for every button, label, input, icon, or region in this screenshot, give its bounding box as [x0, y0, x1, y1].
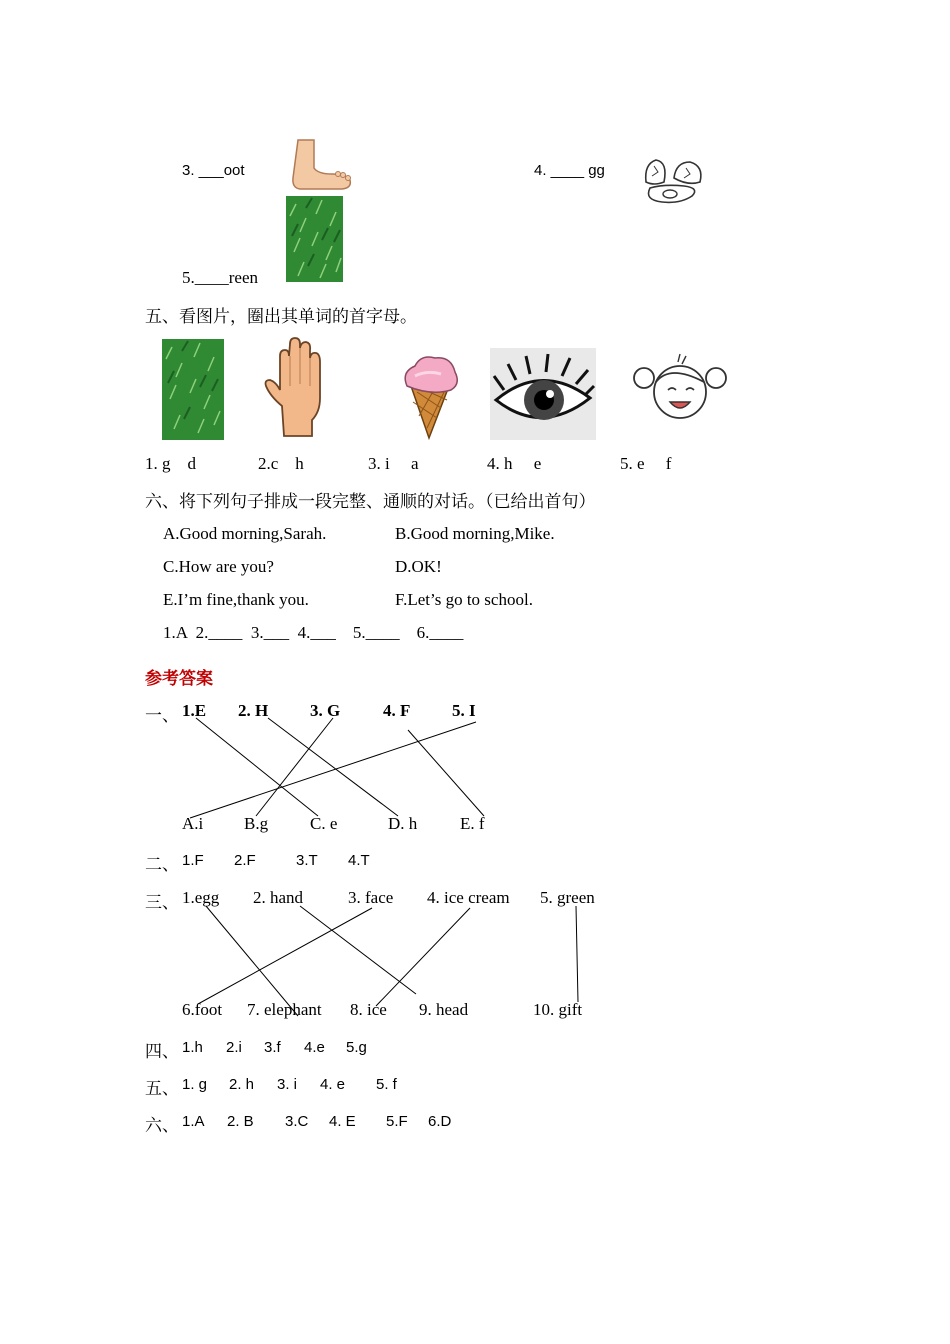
answer-4-label: 四、 — [145, 1042, 179, 1062]
a3-bottom-2: 7. elephant — [247, 1000, 322, 1019]
a4-item-5: 5.g — [346, 1039, 367, 1056]
a6-item-1: 1.A — [182, 1113, 205, 1130]
a6-item-5: 5.F — [386, 1113, 408, 1130]
a6-item-2: 2. B — [227, 1113, 254, 1130]
a5-item-5: 5. f — [376, 1076, 397, 1093]
a2-item-3: 3.T — [296, 852, 318, 869]
a6-item-6: 6.D — [428, 1113, 452, 1130]
a3-bottom-4: 9. head — [419, 1000, 469, 1019]
sentence-b: B.Good morning,Mike. — [395, 524, 555, 543]
sentence-e: E.I’m fine,thank you. — [163, 590, 309, 609]
q5-green-blank: 5.____reen — [182, 268, 259, 287]
a3-top-1: 1.egg — [182, 888, 220, 907]
a5-item-2: 2. h — [229, 1076, 255, 1093]
a3-top-4: 4. ice cream — [427, 888, 510, 907]
a3-top-5: 5. green — [540, 888, 595, 907]
a1-bottom-4: D. h — [388, 814, 418, 833]
answer-1-label: 一、 — [145, 706, 179, 726]
a4-item-1: 1.h — [182, 1039, 203, 1056]
a5-item-1: 1. g — [182, 1076, 208, 1093]
option-2[interactable]: 2.c h — [258, 454, 304, 473]
a1-top-4: 4. F — [383, 701, 411, 720]
a6-item-3: 3.C — [285, 1113, 309, 1130]
a3-top-3: 3. face — [348, 888, 394, 907]
answer-2-label: 二、 — [145, 855, 179, 875]
answer-6-label: 六、 — [145, 1116, 179, 1136]
q4-egg-blank: 4. ____ gg — [534, 162, 605, 179]
a1-bottom-3: C. e — [310, 814, 338, 833]
a1-top-2: 2. H — [238, 701, 269, 720]
sentence-c: C.How are you? — [163, 557, 274, 576]
order-answer-line[interactable]: 1.A 2.____ 3.___ 4.___ 5.____ 6.____ — [163, 623, 464, 642]
option-1[interactable]: 1. g d — [145, 454, 196, 473]
a1-top-3: 3. G — [310, 701, 341, 720]
part6-heading: 六、将下列句子排成一段完整、通顺的对话。（已给出首句） — [145, 492, 596, 512]
option-3[interactable]: 3. i a — [368, 454, 419, 473]
a1-bottom-2: B.g — [244, 814, 269, 833]
sentence-a: A.Good morning,Sarah. — [163, 524, 327, 543]
a1-bottom-1: A.i — [182, 814, 204, 833]
a5-item-3: 3. i — [277, 1076, 298, 1093]
sentence-f: F.Let’s go to school. — [395, 590, 533, 609]
part5-heading: 五、看图片，圈出其单词的首字母。 — [145, 307, 417, 327]
a4-item-2: 2.i — [226, 1039, 242, 1056]
a4-item-4: 4.e — [304, 1039, 325, 1056]
a3-top-2: 2. hand — [253, 888, 304, 907]
q3-foot-blank: 3. ___oot — [182, 162, 245, 179]
a1-top-1: 1.E — [182, 701, 207, 720]
a1-bottom-5: E. f — [460, 814, 485, 833]
a2-item-1: 1.F — [182, 852, 204, 869]
a2-item-4: 4.T — [348, 852, 370, 869]
answers-title: 参考答案 — [145, 669, 213, 689]
answer-5-label: 五、 — [145, 1079, 179, 1099]
option-4[interactable]: 4. h e — [487, 454, 542, 473]
a3-bottom-3: 8. ice — [350, 1000, 387, 1019]
option-5[interactable]: 5. e f — [620, 454, 672, 473]
a6-item-4: 4. E — [329, 1113, 356, 1130]
a1-top-5: 5. I — [452, 701, 476, 720]
answer-3-label: 三、 — [145, 893, 179, 913]
sentence-d: D.OK! — [395, 557, 442, 576]
a3-bottom-5: 10. gift — [533, 1000, 583, 1019]
a2-item-2: 2.F — [234, 852, 256, 869]
a3-bottom-1: 6.foot — [182, 1000, 223, 1019]
a5-item-4: 4. e — [320, 1076, 346, 1093]
a4-item-3: 3.f — [264, 1039, 281, 1056]
